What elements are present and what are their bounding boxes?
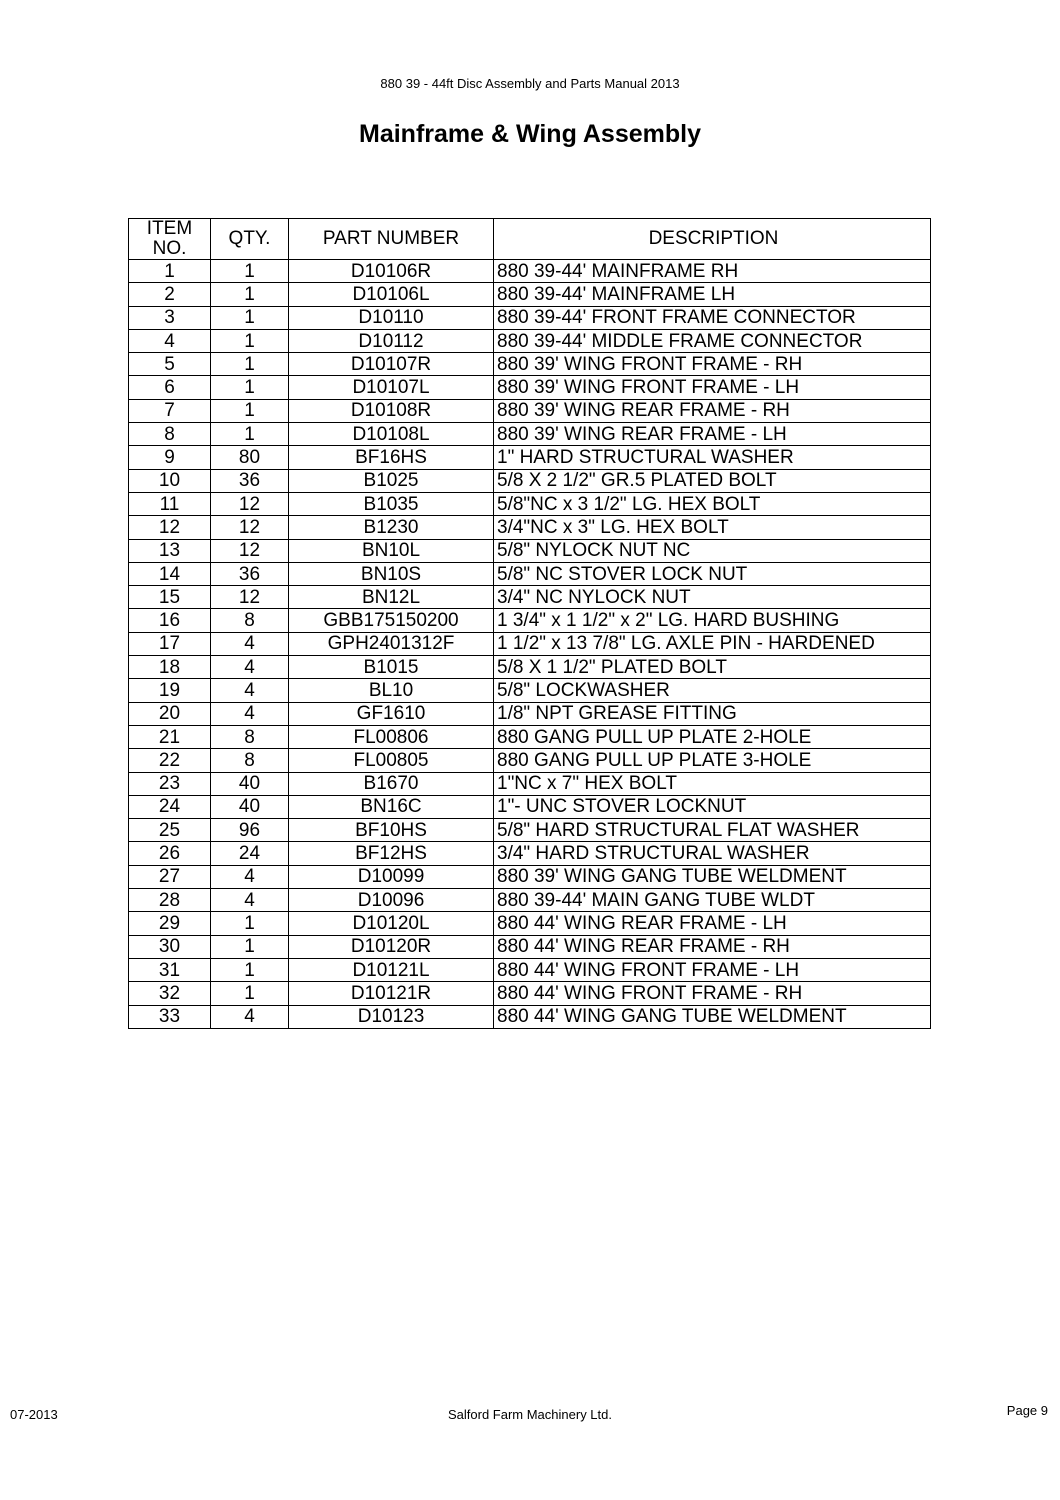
page-number: Page 9 — [1006, 1403, 1048, 1418]
description-cell: 1 3/4" x 1 1/2" x 2" LG. HARD BUSHING — [494, 609, 931, 632]
qty-cell: 4 — [211, 656, 289, 679]
item-number-cell: 5 — [129, 353, 211, 376]
table-row — [129, 725, 931, 748]
description-cell: 880 GANG PULL UP PLATE 3-HOLE — [494, 749, 931, 772]
item-number-cell: 16 — [129, 609, 211, 632]
footer-company: Salford Farm Machinery Ltd. — [447, 1407, 612, 1422]
description-cell: 1"NC x 7" HEX BOLT — [494, 772, 931, 795]
parts-table-body — [129, 260, 931, 1029]
part-number-cell: FL00806 — [289, 725, 494, 748]
description-cell: 880 44' WING REAR FRAME - RH — [494, 935, 931, 958]
part-number-cell: D10106L — [289, 283, 494, 306]
description-cell: 880 39' WING GANG TUBE WELDMENT — [494, 865, 931, 888]
manual-title: 880 39 - 44ft Disc Assembly and Parts Manual 2013 — [380, 76, 680, 91]
qty-cell: 24 — [211, 842, 289, 865]
part-number-cell: B1015 — [289, 656, 494, 679]
item-number-cell: 27 — [129, 865, 211, 888]
part-number-cell: BN10L — [289, 539, 494, 562]
qty-cell: 1 — [211, 329, 289, 352]
description-cell: 880 44' WING FRONT FRAME - LH — [494, 958, 931, 981]
table-row — [129, 283, 931, 306]
description-cell: 3/4"NC x 3" LG. HEX BOLT — [494, 516, 931, 539]
description-cell: 5/8" HARD STRUCTURAL FLAT WASHER — [494, 819, 931, 842]
table-row — [129, 958, 931, 981]
qty-cell: 1 — [211, 353, 289, 376]
column-header-part-number: PART NUMBER — [289, 219, 494, 260]
part-number-cell: BF12HS — [289, 842, 494, 865]
qty-cell: 1 — [211, 399, 289, 422]
item-number-cell: 13 — [129, 539, 211, 562]
qty-cell: 12 — [211, 586, 289, 609]
qty-cell: 40 — [211, 795, 289, 818]
part-number-cell: B1025 — [289, 469, 494, 492]
table-row — [129, 609, 931, 632]
qty-cell: 8 — [211, 749, 289, 772]
description-cell: 1/8" NPT GREASE FITTING — [494, 702, 931, 725]
item-number-cell: 3 — [129, 306, 211, 329]
table-row — [129, 260, 931, 283]
description-cell: 880 39' WING REAR FRAME - LH — [494, 423, 931, 446]
description-cell: 1" HARD STRUCTURAL WASHER — [494, 446, 931, 469]
description-cell: 5/8" LOCKWASHER — [494, 679, 931, 702]
description-cell: 880 39' WING FRONT FRAME - RH — [494, 353, 931, 376]
part-number-cell: D10120R — [289, 935, 494, 958]
qty-cell: 4 — [211, 1005, 289, 1028]
part-number-cell: GF1610 — [289, 702, 494, 725]
part-number-cell: D10123 — [289, 1005, 494, 1028]
item-number-cell: 21 — [129, 725, 211, 748]
item-number-cell: 7 — [129, 399, 211, 422]
qty-cell: 96 — [211, 819, 289, 842]
qty-cell: 80 — [211, 446, 289, 469]
qty-cell: 1 — [211, 306, 289, 329]
table-row — [129, 353, 931, 376]
item-number-cell: 2 — [129, 283, 211, 306]
parts-table — [128, 218, 931, 1029]
footer-date: 07-2013 — [10, 1407, 58, 1422]
part-number-cell: BF10HS — [289, 819, 494, 842]
description-cell: 5/8 X 1 1/2" PLATED BOLT — [494, 656, 931, 679]
table-row — [129, 656, 931, 679]
qty-cell: 8 — [211, 725, 289, 748]
part-number-cell: BN10S — [289, 562, 494, 585]
part-number-cell: D10096 — [289, 889, 494, 912]
table-row — [129, 492, 931, 515]
description-cell: 880 39' WING FRONT FRAME - LH — [494, 376, 931, 399]
part-number-cell: BL10 — [289, 679, 494, 702]
item-number-cell: 15 — [129, 586, 211, 609]
table-row — [129, 306, 931, 329]
item-number-cell: 12 — [129, 516, 211, 539]
qty-cell: 36 — [211, 469, 289, 492]
part-number-cell: BN12L — [289, 586, 494, 609]
part-number-cell: BF16HS — [289, 446, 494, 469]
part-number-cell: B1670 — [289, 772, 494, 795]
item-number-cell: 28 — [129, 889, 211, 912]
item-number-cell: 19 — [129, 679, 211, 702]
description-cell: 880 39-44' MAIN GANG TUBE WLDT — [494, 889, 931, 912]
description-cell: 880 44' WING GANG TUBE WELDMENT — [494, 1005, 931, 1028]
part-number-cell: D10121L — [289, 958, 494, 981]
item-number-cell: 33 — [129, 1005, 211, 1028]
item-number-cell: 4 — [129, 329, 211, 352]
table-row — [129, 423, 931, 446]
table-row — [129, 399, 931, 422]
qty-cell: 1 — [211, 283, 289, 306]
qty-cell: 4 — [211, 632, 289, 655]
description-cell: 1"- UNC STOVER LOCKNUT — [494, 795, 931, 818]
qty-cell: 1 — [211, 958, 289, 981]
table-header-row — [129, 219, 931, 260]
qty-cell: 12 — [211, 539, 289, 562]
table-row — [129, 329, 931, 352]
part-number-cell: GPH2401312F — [289, 632, 494, 655]
item-number-cell: 24 — [129, 795, 211, 818]
item-number-cell: 25 — [129, 819, 211, 842]
part-number-cell: D10107L — [289, 376, 494, 399]
description-cell: 3/4" NC NYLOCK NUT — [494, 586, 931, 609]
page-title: Mainframe & Wing Assembly — [359, 120, 701, 148]
table-row — [129, 562, 931, 585]
qty-cell: 1 — [211, 260, 289, 283]
item-number-cell: 6 — [129, 376, 211, 399]
qty-cell: 1 — [211, 935, 289, 958]
description-cell: 880 44' WING FRONT FRAME - RH — [494, 982, 931, 1005]
qty-cell: 8 — [211, 609, 289, 632]
part-number-cell: BN16C — [289, 795, 494, 818]
table-row — [129, 469, 931, 492]
item-number-cell: 18 — [129, 656, 211, 679]
description-cell: 880 39' WING REAR FRAME - RH — [494, 399, 931, 422]
part-number-cell: D10108R — [289, 399, 494, 422]
table-row — [129, 772, 931, 795]
table-row — [129, 912, 931, 935]
item-number-cell: 14 — [129, 562, 211, 585]
description-cell: 1 1/2" x 13 7/8" LG. AXLE PIN - HARDENED — [494, 632, 931, 655]
part-number-cell: D10110 — [289, 306, 494, 329]
part-number-cell: D10099 — [289, 865, 494, 888]
table-row — [129, 376, 931, 399]
table-row — [129, 889, 931, 912]
item-number-cell: 26 — [129, 842, 211, 865]
description-cell: 880 44' WING REAR FRAME - LH — [494, 912, 931, 935]
item-number-cell: 1 — [129, 260, 211, 283]
table-row — [129, 516, 931, 539]
table-row — [129, 539, 931, 562]
item-number-cell: 11 — [129, 492, 211, 515]
qty-cell: 1 — [211, 912, 289, 935]
description-cell: 880 39-44' MAINFRAME LH — [494, 283, 931, 306]
table-row — [129, 749, 931, 772]
description-cell: 3/4" HARD STRUCTURAL WASHER — [494, 842, 931, 865]
item-number-cell: 20 — [129, 702, 211, 725]
part-number-cell: D10112 — [289, 329, 494, 352]
part-number-cell: D10121R — [289, 982, 494, 1005]
part-number-cell: D10107R — [289, 353, 494, 376]
qty-cell: 1 — [211, 376, 289, 399]
item-number-cell: 9 — [129, 446, 211, 469]
qty-cell: 4 — [211, 865, 289, 888]
qty-cell: 1 — [211, 423, 289, 446]
qty-cell: 4 — [211, 889, 289, 912]
part-number-cell: D10108L — [289, 423, 494, 446]
column-header-item-no: ITEM NO. — [129, 219, 211, 260]
item-number-cell: 10 — [129, 469, 211, 492]
item-number-cell: 32 — [129, 982, 211, 1005]
description-cell: 5/8" NC STOVER LOCK NUT — [494, 562, 931, 585]
item-number-cell: 17 — [129, 632, 211, 655]
table-row — [129, 795, 931, 818]
table-row — [129, 982, 931, 1005]
part-number-cell: B1230 — [289, 516, 494, 539]
table-row — [129, 679, 931, 702]
column-header-qty: QTY. — [211, 219, 289, 260]
column-header-description: DESCRIPTION — [494, 219, 931, 260]
item-number-cell: 30 — [129, 935, 211, 958]
table-row — [129, 935, 931, 958]
item-number-cell: 31 — [129, 958, 211, 981]
description-cell: 880 GANG PULL UP PLATE 2-HOLE — [494, 725, 931, 748]
part-number-cell: D10106R — [289, 260, 494, 283]
qty-cell: 40 — [211, 772, 289, 795]
table-row — [129, 586, 931, 609]
table-row — [129, 842, 931, 865]
description-cell: 880 39-44' MAINFRAME RH — [494, 260, 931, 283]
qty-cell: 4 — [211, 679, 289, 702]
item-number-cell: 22 — [129, 749, 211, 772]
qty-cell: 36 — [211, 562, 289, 585]
qty-cell: 1 — [211, 982, 289, 1005]
table-row — [129, 632, 931, 655]
description-cell: 5/8 X 2 1/2" GR.5 PLATED BOLT — [494, 469, 931, 492]
description-cell: 880 39-44' FRONT FRAME CONNECTOR — [494, 306, 931, 329]
description-cell: 5/8"NC x 3 1/2" LG. HEX BOLT — [494, 492, 931, 515]
table-row — [129, 819, 931, 842]
table-row — [129, 702, 931, 725]
qty-cell: 12 — [211, 492, 289, 515]
table-row — [129, 1005, 931, 1028]
description-cell: 5/8" NYLOCK NUT NC — [494, 539, 931, 562]
part-number-cell: D10120L — [289, 912, 494, 935]
part-number-cell: FL00805 — [289, 749, 494, 772]
item-number-cell: 8 — [129, 423, 211, 446]
qty-cell: 12 — [211, 516, 289, 539]
part-number-cell: B1035 — [289, 492, 494, 515]
table-row — [129, 446, 931, 469]
description-cell: 880 39-44' MIDDLE FRAME CONNECTOR — [494, 329, 931, 352]
item-number-cell: 23 — [129, 772, 211, 795]
part-number-cell: GBB175150200 — [289, 609, 494, 632]
qty-cell: 4 — [211, 702, 289, 725]
table-row — [129, 865, 931, 888]
item-number-cell: 29 — [129, 912, 211, 935]
